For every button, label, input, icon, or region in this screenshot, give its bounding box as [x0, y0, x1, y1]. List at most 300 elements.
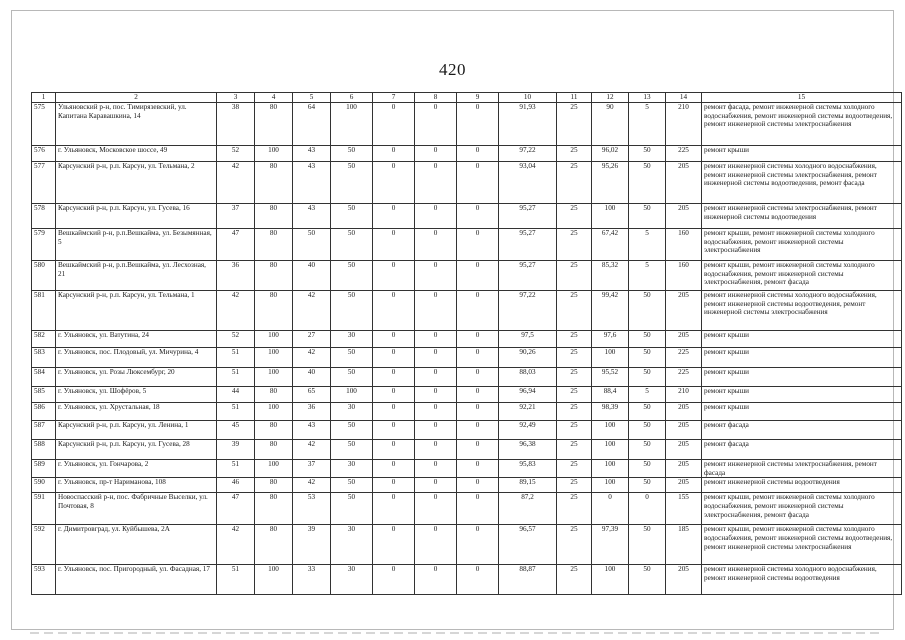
- value-cell: 50: [629, 347, 666, 367]
- row-number-cell: 590: [32, 478, 56, 493]
- value-cell: 46: [217, 478, 255, 493]
- value-cell: 80: [255, 290, 293, 330]
- value-cell: 25: [557, 459, 592, 478]
- value-cell: 95,26: [592, 161, 629, 203]
- value-cell: 39: [293, 525, 331, 565]
- work-type-cell: ремонт крыши: [702, 347, 902, 367]
- work-type-cell: ремонт крыши, ремонт инженерной системы холодного водоснабжения, ремонт инженерной системы электроснабжения, ремонт фасада: [702, 493, 902, 525]
- row-number-cell: 592: [32, 525, 56, 565]
- row-number-cell: 584: [32, 367, 56, 386]
- value-cell: 33: [293, 565, 331, 595]
- work-type-cell: ремонт инженерной системы холодного водоснабжения, ремонт инженерной системы водоотведения: [702, 565, 902, 595]
- value-cell: 50: [629, 203, 666, 228]
- value-cell: 50: [331, 260, 373, 290]
- value-cell: 0: [373, 420, 415, 439]
- work-type-cell: ремонт фасада: [702, 439, 902, 459]
- value-cell: 50: [629, 459, 666, 478]
- work-type-cell: ремонт инженерной системы электроснабжения, ремонт инженерной системы водоотведения: [702, 203, 902, 228]
- value-cell: 0: [592, 493, 629, 525]
- address-cell: г. Ульяновск, пос. Пригородный, ул. Фасадная, 17: [56, 565, 217, 595]
- row-number-cell: 579: [32, 228, 56, 260]
- value-cell: 40: [293, 367, 331, 386]
- value-cell: 0: [415, 102, 457, 145]
- value-cell: 30: [331, 330, 373, 347]
- header-cell: 4: [255, 93, 293, 103]
- value-cell: 65: [293, 386, 331, 402]
- value-cell: 0: [415, 203, 457, 228]
- value-cell: 100: [592, 203, 629, 228]
- value-cell: 92,21: [499, 402, 557, 420]
- value-cell: 0: [457, 347, 499, 367]
- value-cell: 43: [293, 145, 331, 161]
- value-cell: 100: [255, 145, 293, 161]
- value-cell: 0: [373, 565, 415, 595]
- value-cell: 95,52: [592, 367, 629, 386]
- value-cell: 39: [217, 439, 255, 459]
- value-cell: 0: [415, 402, 457, 420]
- value-cell: 51: [217, 402, 255, 420]
- address-cell: г. Ульяновск, ул. Хрустальная, 18: [56, 402, 217, 420]
- value-cell: 93,04: [499, 161, 557, 203]
- table-row: [32, 420, 902, 439]
- value-cell: 42: [293, 478, 331, 493]
- value-cell: 25: [557, 439, 592, 459]
- value-cell: 50: [331, 420, 373, 439]
- value-cell: 5: [629, 386, 666, 402]
- row-number-cell: 588: [32, 439, 56, 459]
- value-cell: 96,94: [499, 386, 557, 402]
- table-row: [32, 478, 902, 493]
- value-cell: 205: [666, 330, 702, 347]
- value-cell: 0: [373, 493, 415, 525]
- value-cell: 0: [373, 330, 415, 347]
- value-cell: 0: [457, 386, 499, 402]
- value-cell: 25: [557, 347, 592, 367]
- value-cell: 50: [331, 439, 373, 459]
- value-cell: 100: [592, 439, 629, 459]
- value-cell: 0: [415, 367, 457, 386]
- value-cell: 43: [293, 203, 331, 228]
- row-number-cell: 593: [32, 565, 56, 595]
- value-cell: 80: [255, 260, 293, 290]
- value-cell: 50: [629, 367, 666, 386]
- value-cell: 0: [629, 493, 666, 525]
- address-cell: г. Ульяновск, ул. Розы Люксембург, 20: [56, 367, 217, 386]
- table-row: [32, 330, 902, 347]
- work-type-cell: ремонт инженерной системы водоотведения: [702, 478, 902, 493]
- value-cell: 0: [415, 290, 457, 330]
- value-cell: 96,02: [592, 145, 629, 161]
- value-cell: 38: [217, 102, 255, 145]
- value-cell: 0: [373, 145, 415, 161]
- header-cell: 15: [702, 93, 902, 103]
- value-cell: 97,22: [499, 145, 557, 161]
- value-cell: 205: [666, 478, 702, 493]
- value-cell: 0: [415, 145, 457, 161]
- header-cell: 7: [373, 93, 415, 103]
- work-type-cell: ремонт крыши: [702, 367, 902, 386]
- work-type-cell: ремонт крыши: [702, 330, 902, 347]
- value-cell: 50: [331, 161, 373, 203]
- value-cell: 100: [255, 330, 293, 347]
- value-cell: 0: [457, 367, 499, 386]
- value-cell: 88,87: [499, 565, 557, 595]
- address-cell: Ульяновский р-н, пос. Тимирязевский, ул. Капитана Каравашкина, 14: [56, 102, 217, 145]
- value-cell: 0: [457, 459, 499, 478]
- row-number-cell: 583: [32, 347, 56, 367]
- value-cell: 25: [557, 386, 592, 402]
- value-cell: 27: [293, 330, 331, 347]
- value-cell: 0: [373, 525, 415, 565]
- value-cell: 0: [373, 290, 415, 330]
- address-cell: Карсунский р-н, р.п. Карсун, ул. Гусева, 16: [56, 203, 217, 228]
- header-cell: 11: [557, 93, 592, 103]
- value-cell: 37: [217, 203, 255, 228]
- value-cell: 5: [629, 228, 666, 260]
- value-cell: 50: [331, 493, 373, 525]
- value-cell: 0: [457, 402, 499, 420]
- work-type-cell: ремонт инженерной системы электроснабжения, ремонт фасада: [702, 459, 902, 478]
- value-cell: 0: [457, 420, 499, 439]
- value-cell: 0: [457, 493, 499, 525]
- value-cell: 30: [331, 459, 373, 478]
- value-cell: 0: [457, 260, 499, 290]
- value-cell: 100: [592, 459, 629, 478]
- value-cell: 100: [592, 478, 629, 493]
- value-cell: 0: [373, 161, 415, 203]
- value-cell: 90: [592, 102, 629, 145]
- table-row: [32, 161, 902, 203]
- value-cell: 225: [666, 145, 702, 161]
- work-type-cell: ремонт инженерной системы холодного водоснабжения, ремонт инженерной системы электроснабжения, ремонт инженерной системы водоотведения, ремонт фасада: [702, 161, 902, 203]
- scan-artifact: [30, 632, 880, 634]
- address-cell: Карсунский р-н, р.п. Карсун, ул. Гусева, 28: [56, 439, 217, 459]
- value-cell: 100: [592, 420, 629, 439]
- header-cell: 10: [499, 93, 557, 103]
- row-number-cell: 578: [32, 203, 56, 228]
- value-cell: 100: [331, 102, 373, 145]
- value-cell: 100: [255, 459, 293, 478]
- value-cell: 0: [415, 439, 457, 459]
- value-cell: 25: [557, 367, 592, 386]
- value-cell: 50: [629, 420, 666, 439]
- value-cell: 0: [415, 228, 457, 260]
- value-cell: 50: [629, 290, 666, 330]
- value-cell: 205: [666, 459, 702, 478]
- table-row: [32, 290, 902, 330]
- value-cell: 43: [293, 420, 331, 439]
- value-cell: 0: [457, 565, 499, 595]
- table-row: [32, 439, 902, 459]
- value-cell: 25: [557, 565, 592, 595]
- value-cell: 97,5: [499, 330, 557, 347]
- value-cell: 0: [415, 161, 457, 203]
- address-cell: Вешкаймский р-н, р.п.Вешкайма, ул. Лесхозная, 21: [56, 260, 217, 290]
- value-cell: 0: [373, 228, 415, 260]
- page-number: 420: [439, 60, 466, 79]
- value-cell: 0: [457, 330, 499, 347]
- work-type-cell: ремонт инженерной системы холодного водоснабжения, ремонт инженерной системы водоотведения, ремонт инженерной системы электроснабжения: [702, 290, 902, 330]
- header-cell: 3: [217, 93, 255, 103]
- header-cell: 5: [293, 93, 331, 103]
- value-cell: 0: [373, 203, 415, 228]
- value-cell: 5: [629, 102, 666, 145]
- value-cell: 50: [331, 367, 373, 386]
- value-cell: 205: [666, 203, 702, 228]
- value-cell: 50: [629, 161, 666, 203]
- value-cell: 0: [415, 347, 457, 367]
- value-cell: 50: [629, 525, 666, 565]
- table-row: [32, 203, 902, 228]
- table-row: [32, 347, 902, 367]
- value-cell: 67,42: [592, 228, 629, 260]
- value-cell: 25: [557, 145, 592, 161]
- value-cell: 25: [557, 102, 592, 145]
- row-number-cell: 586: [32, 402, 56, 420]
- table-row: [32, 402, 902, 420]
- value-cell: 91,93: [499, 102, 557, 145]
- value-cell: 0: [415, 478, 457, 493]
- table-row: [32, 565, 902, 595]
- value-cell: 47: [217, 493, 255, 525]
- value-cell: 0: [373, 402, 415, 420]
- value-cell: 50: [629, 330, 666, 347]
- value-cell: 25: [557, 290, 592, 330]
- value-cell: 51: [217, 565, 255, 595]
- value-cell: 85,32: [592, 260, 629, 290]
- value-cell: 50: [331, 228, 373, 260]
- value-cell: 210: [666, 102, 702, 145]
- value-cell: 80: [255, 161, 293, 203]
- value-cell: 36: [293, 402, 331, 420]
- value-cell: 95,83: [499, 459, 557, 478]
- value-cell: 47: [217, 228, 255, 260]
- value-cell: 97,39: [592, 525, 629, 565]
- header-cell: 9: [457, 93, 499, 103]
- value-cell: 100: [255, 402, 293, 420]
- value-cell: 0: [415, 459, 457, 478]
- value-cell: 0: [373, 386, 415, 402]
- value-cell: 0: [457, 228, 499, 260]
- row-number-cell: 577: [32, 161, 56, 203]
- value-cell: 185: [666, 525, 702, 565]
- value-cell: 0: [457, 478, 499, 493]
- row-number-cell: 585: [32, 386, 56, 402]
- address-cell: Карсунский р-н, р.п. Карсун, ул. Ленина, 1: [56, 420, 217, 439]
- value-cell: 80: [255, 493, 293, 525]
- row-number-cell: 591: [32, 493, 56, 525]
- address-cell: Карсунский р-н, р.п. Карсун, ул. Тельмана, 2: [56, 161, 217, 203]
- value-cell: 25: [557, 228, 592, 260]
- value-cell: 5: [629, 260, 666, 290]
- value-cell: 50: [331, 347, 373, 367]
- value-cell: 88,4: [592, 386, 629, 402]
- work-type-cell: ремонт крыши, ремонт инженерной системы холодного водоснабжения, ремонт инженерной системы электроснабжения, ремонт фасада: [702, 260, 902, 290]
- table-row: [32, 367, 902, 386]
- address-cell: г. Ульяновск, пос. Плодовый, ул. Мичурина, 4: [56, 347, 217, 367]
- value-cell: 42: [217, 161, 255, 203]
- work-type-cell: ремонт крыши: [702, 145, 902, 161]
- value-cell: 0: [373, 347, 415, 367]
- value-cell: 0: [415, 330, 457, 347]
- value-cell: 25: [557, 420, 592, 439]
- address-cell: г. Ульяновск, пр-т Нариманова, 108: [56, 478, 217, 493]
- value-cell: 0: [373, 102, 415, 145]
- value-cell: 43: [293, 161, 331, 203]
- value-cell: 80: [255, 478, 293, 493]
- table-row: [32, 525, 902, 565]
- value-cell: 98,39: [592, 402, 629, 420]
- table-row: [32, 386, 902, 402]
- row-number-cell: 576: [32, 145, 56, 161]
- work-type-cell: ремонт фасада: [702, 420, 902, 439]
- value-cell: 30: [331, 402, 373, 420]
- value-cell: 205: [666, 439, 702, 459]
- address-cell: г. Ульяновск, ул. Ватутина, 24: [56, 330, 217, 347]
- address-cell: г. Димитровград, ул. Куйбышева, 2А: [56, 525, 217, 565]
- value-cell: 0: [457, 290, 499, 330]
- value-cell: 0: [457, 439, 499, 459]
- value-cell: 96,57: [499, 525, 557, 565]
- value-cell: 89,15: [499, 478, 557, 493]
- value-cell: 0: [415, 525, 457, 565]
- value-cell: 0: [373, 439, 415, 459]
- header-cell: 2: [56, 93, 217, 103]
- value-cell: 0: [373, 478, 415, 493]
- address-cell: Вешкаймский р-н, р.п.Вешкайма, ул. Безымянная, 5: [56, 228, 217, 260]
- value-cell: 50: [331, 290, 373, 330]
- table-row: [32, 459, 902, 478]
- value-cell: 100: [255, 367, 293, 386]
- value-cell: 42: [217, 525, 255, 565]
- value-cell: 0: [457, 145, 499, 161]
- value-cell: 95,27: [499, 228, 557, 260]
- value-cell: 50: [629, 402, 666, 420]
- table-row: [32, 260, 902, 290]
- value-cell: 225: [666, 347, 702, 367]
- row-number-cell: 582: [32, 330, 56, 347]
- address-cell: г. Ульяновск, ул. Гончарова, 2: [56, 459, 217, 478]
- value-cell: 50: [629, 439, 666, 459]
- value-cell: 80: [255, 102, 293, 145]
- value-cell: 100: [255, 565, 293, 595]
- value-cell: 205: [666, 290, 702, 330]
- value-cell: 97,6: [592, 330, 629, 347]
- value-cell: 0: [373, 367, 415, 386]
- value-cell: 42: [293, 347, 331, 367]
- value-cell: 51: [217, 459, 255, 478]
- value-cell: 25: [557, 260, 592, 290]
- value-cell: 205: [666, 161, 702, 203]
- value-cell: 100: [255, 347, 293, 367]
- value-cell: 205: [666, 565, 702, 595]
- value-cell: 80: [255, 420, 293, 439]
- value-cell: 80: [255, 386, 293, 402]
- value-cell: 64: [293, 102, 331, 145]
- value-cell: 99,42: [592, 290, 629, 330]
- row-number-cell: 581: [32, 290, 56, 330]
- value-cell: 0: [415, 493, 457, 525]
- value-cell: 50: [629, 478, 666, 493]
- value-cell: 80: [255, 525, 293, 565]
- value-cell: 92,49: [499, 420, 557, 439]
- value-cell: 210: [666, 386, 702, 402]
- value-cell: 37: [293, 459, 331, 478]
- value-cell: 25: [557, 330, 592, 347]
- header-cell: 8: [415, 93, 457, 103]
- header-cell: 13: [629, 93, 666, 103]
- value-cell: 0: [415, 420, 457, 439]
- value-cell: 40: [293, 260, 331, 290]
- value-cell: 36: [217, 260, 255, 290]
- value-cell: 45: [217, 420, 255, 439]
- value-cell: 205: [666, 420, 702, 439]
- table-row: [32, 145, 902, 161]
- table-row: [32, 228, 902, 260]
- work-type-cell: ремонт фасада, ремонт инженерной системы холодного водоснабжения, ремонт инженерной системы водоотведения, ремонт инженерной системы электроснабжения: [702, 102, 902, 145]
- work-type-cell: ремонт крыши, ремонт инженерной системы холодного водоснабжения, ремонт инженерной системы водоотведения, ремонт инженерной системы электроснабжения: [702, 525, 902, 565]
- value-cell: 0: [373, 459, 415, 478]
- value-cell: 42: [293, 290, 331, 330]
- value-cell: 50: [331, 145, 373, 161]
- value-cell: 88,03: [499, 367, 557, 386]
- value-cell: 51: [217, 367, 255, 386]
- address-cell: Новоспасский р-н, пос. Фабричные Выселки, ул. Почтовая, 8: [56, 493, 217, 525]
- row-number-cell: 580: [32, 260, 56, 290]
- header-row: [32, 93, 902, 103]
- value-cell: 0: [373, 260, 415, 290]
- header-cell: 12: [592, 93, 629, 103]
- value-cell: 80: [255, 203, 293, 228]
- value-cell: 0: [457, 525, 499, 565]
- value-cell: 53: [293, 493, 331, 525]
- header-cell: 14: [666, 93, 702, 103]
- row-number-cell: 575: [32, 102, 56, 145]
- value-cell: 100: [592, 347, 629, 367]
- value-cell: 95,27: [499, 260, 557, 290]
- value-cell: 30: [331, 565, 373, 595]
- value-cell: 100: [331, 386, 373, 402]
- value-cell: 80: [255, 228, 293, 260]
- value-cell: 0: [457, 203, 499, 228]
- value-cell: 95,27: [499, 203, 557, 228]
- value-cell: 25: [557, 478, 592, 493]
- value-cell: 50: [331, 478, 373, 493]
- value-cell: 87,2: [499, 493, 557, 525]
- value-cell: 0: [415, 565, 457, 595]
- header-cell: 6: [331, 93, 373, 103]
- value-cell: 0: [457, 161, 499, 203]
- value-cell: 96,38: [499, 439, 557, 459]
- row-number-cell: 589: [32, 459, 56, 478]
- value-cell: 80: [255, 439, 293, 459]
- value-cell: 155: [666, 493, 702, 525]
- value-cell: 100: [592, 565, 629, 595]
- data-table: [31, 92, 902, 595]
- value-cell: 50: [331, 203, 373, 228]
- value-cell: 205: [666, 402, 702, 420]
- value-cell: 0: [415, 386, 457, 402]
- value-cell: 225: [666, 367, 702, 386]
- value-cell: 50: [293, 228, 331, 260]
- value-cell: 25: [557, 203, 592, 228]
- value-cell: 52: [217, 330, 255, 347]
- address-cell: г. Ульяновск, ул. Шофёров, 5: [56, 386, 217, 402]
- value-cell: 97,22: [499, 290, 557, 330]
- value-cell: 0: [457, 102, 499, 145]
- work-type-cell: ремонт крыши, ремонт инженерной системы холодного водоснабжения, ремонт инженерной системы электроснабжения: [702, 228, 902, 260]
- value-cell: 51: [217, 347, 255, 367]
